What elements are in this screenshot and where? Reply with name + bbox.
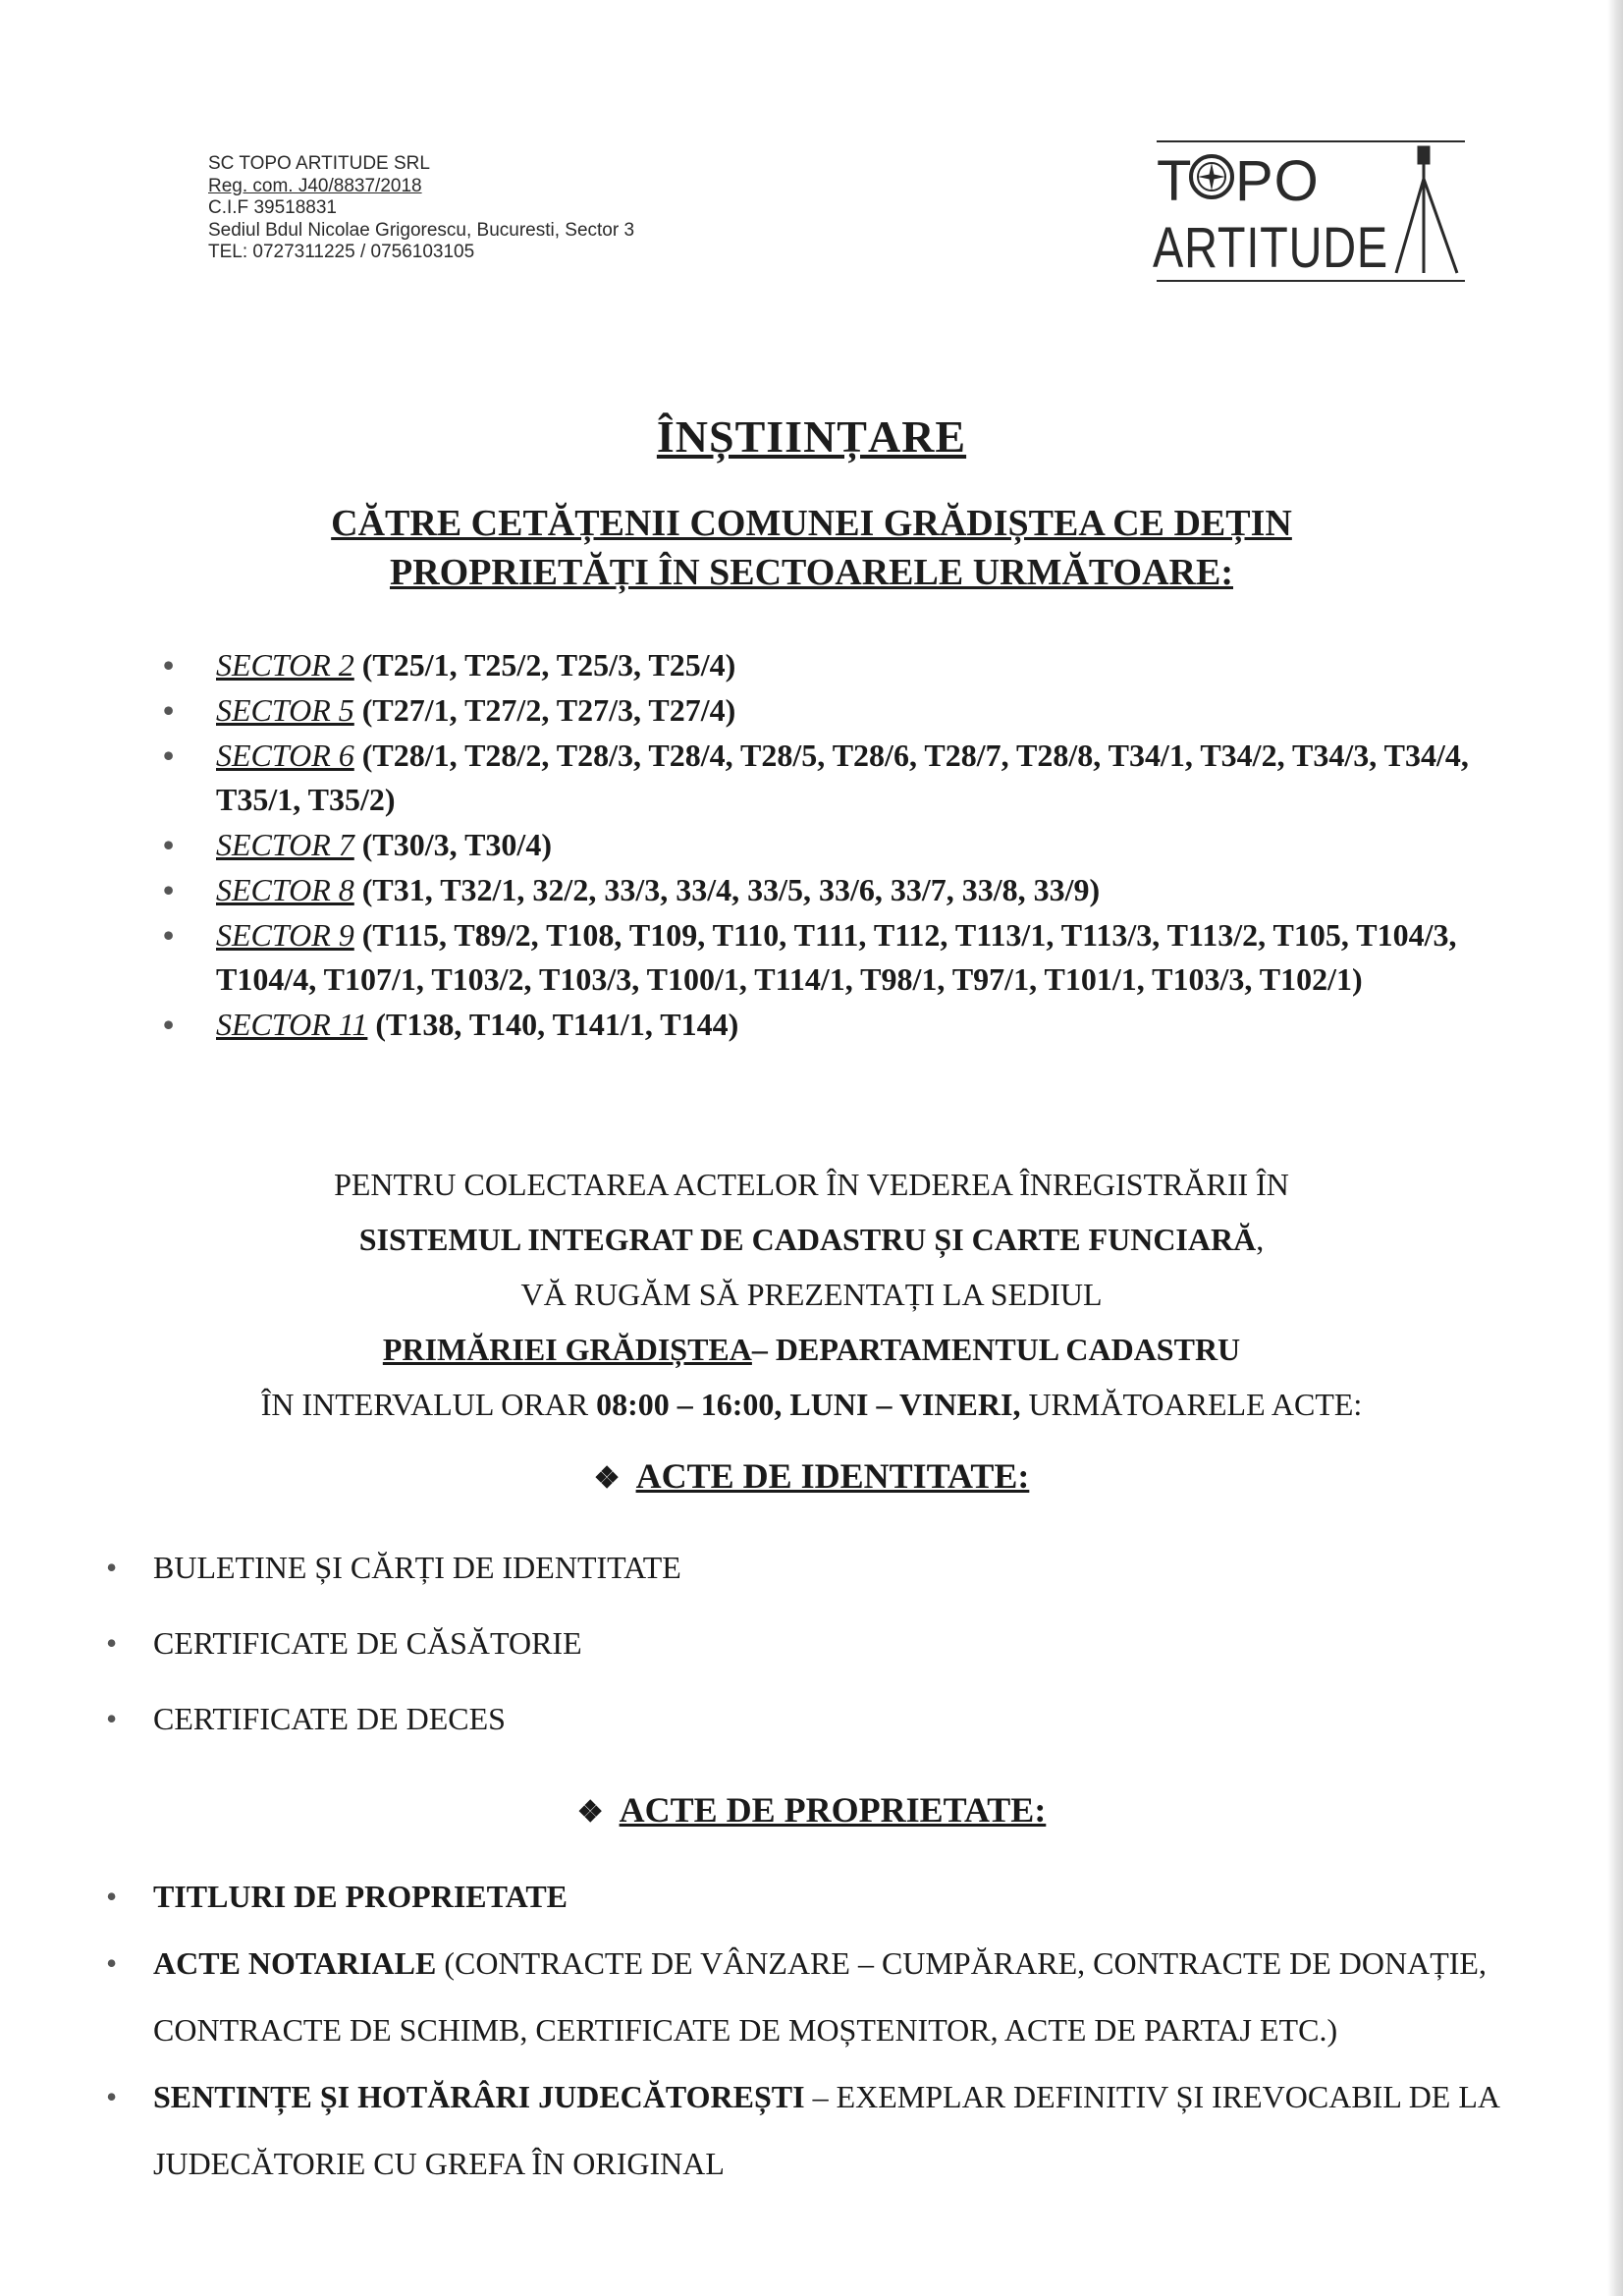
notice-line-5 [0,1377,1623,1432]
sector-parcels: (T115, T89/2, T108, T109, T110, T111, T112, T113/1, T113/3, T113/2, T105, T104/3, T104/4, T107/1, T103/2, T103/3, T100/1, T114/1, T98/1, T97/1, T101/1, T103/3, T102/1) [216,917,1457,997]
sector-parcels: (T30/3, T30/4) [361,827,552,862]
list-item-bold: SENTINȚE ȘI HOTĂRÂRI JUDECĂTOREȘTI [153,2079,805,2114]
notice-line-1: PENTRU COLECTAREA ACTELOR ÎN VEDEREA ÎNREGISTRĂRII ÎN [334,1167,1289,1202]
property-list [106,1863,1500,2197]
list-item: • BULETINE ȘI CĂRȚI DE IDENTITATE [106,1530,1500,1606]
sector-item [163,734,1518,822]
notice-line-2-end: , [1256,1222,1265,1257]
notice-institution: PRIMĂRIEI GRĂDIȘTEA [382,1332,752,1367]
identity-heading-text: ACTE DE IDENTITATE: [635,1456,1030,1496]
sector-name: SECTOR 8 [216,872,354,907]
company-address: Sediul Bdul Nicolae Grigorescu, Bucuresti, Sector 3 [208,219,635,241]
diamond-bullet-icon: ❖ [593,1462,621,1495]
notice-interval-label: ÎN INTERVALUL ORAR [260,1387,597,1422]
page-subtitle [0,499,1623,597]
property-heading [0,1789,1623,1831]
tripod-icon [1396,147,1457,273]
company-phone: TEL: 0727311225 / 0756103105 [208,242,475,262]
scan-edge-shadow [1607,0,1623,2296]
notice-line-4 [0,1322,1623,1377]
list-item [106,1863,1500,1930]
company-name: SC TOPO ARTITUDE SRL [208,153,430,174]
sector-name: SECTOR 11 [216,1007,368,1042]
compass-icon [1191,156,1232,197]
page-title: ÎNȘTIINȚARE [656,411,967,462]
sector-name: SECTOR 7 [216,827,354,862]
sector-item [163,643,1518,687]
list-item [106,1930,1500,2063]
sector-item [163,913,1518,1002]
sector-item [163,688,1518,733]
sector-parcels: (T25/1, T25/2, T25/3, T25/4) [361,647,736,683]
notice-paragraph [0,1157,1623,1432]
sector-item [163,1003,1518,1047]
notice-department: – DEPARTAMENTUL CADASTRU [751,1332,1241,1367]
identity-list [106,1530,1500,1757]
diamond-bullet-icon: ❖ [576,1796,604,1829]
notice-line-5-end: URMĂTOARELE ACTE: [1020,1387,1363,1422]
sector-name: SECTOR 6 [216,738,354,773]
sector-parcels: (T31, T32/1, 32/2, 33/3, 33/4, 33/5, 33/6, 33/7, 33/8, 33/9) [361,872,1101,907]
identity-heading [0,1455,1623,1497]
list-item [106,2063,1500,2197]
company-cif: C.I.F 39518831 [208,197,337,218]
list-item-bold: TITLURI DE PROPRIETATE [153,1879,568,1914]
logo-word-1-rest: PO [1235,149,1320,213]
logo-word-1: T [1157,149,1193,213]
subtitle-line-1: CĂTRE CETĂȚENII COMUNEI GRĂDIȘTEA CE DEȚIN [331,503,1292,544]
property-heading-text: ACTE DE PROPRIETATE: [619,1790,1047,1830]
sector-parcels: (T27/1, T27/2, T27/3, T27/4) [361,692,736,728]
company-reg: Reg. com. J40/8837/2018 [208,175,422,196]
list-item: • CERTIFICATE DE DECES [106,1681,1500,1757]
list-item-rest: – EXEMPLAR DEFINITIV ȘI IREVOCABIL DE LA JUDECĂTORIE CU GREFA ÎN ORIGINAL [153,2079,1499,2181]
sector-name: SECTOR 9 [216,917,354,953]
sector-name: SECTOR 2 [216,647,354,683]
notice-line-3: VĂ RUGĂM SĂ PREZENTAȚI LA SEDIUL [520,1277,1103,1312]
sector-item [163,823,1518,867]
sector-parcels: (T138, T140, T141/1, T144) [375,1007,739,1042]
company-logo [1149,137,1473,285]
subtitle-line-2: PROPRIETĂȚI ÎN SECTOARELE URMĂTOARE: [389,552,1233,593]
sector-parcels: (T28/1, T28/2, T28/3, T28/4, T28/5, T28/6, T28/7, T28/8, T34/1, T34/2, T34/3, T34/4, T35/1, T35/2) [216,738,1469,817]
sector-name: SECTOR 5 [216,692,354,728]
notice-line-2-bold: SISTEMUL INTEGRAT DE CADASTRU ȘI CARTE FUNCIARĂ [358,1222,1257,1257]
company-header [208,153,634,264]
notice-schedule: 08:00 – 16:00, LUNI – VINERI, [596,1387,1021,1422]
list-item: • CERTIFICATE DE CĂSĂTORIE [106,1606,1500,1681]
notice-line-2 [0,1212,1623,1267]
logo-word-2: ARTITUDE [1153,216,1388,280]
list-item-rest: (CONTRACTE DE VÂNZARE – CUMPĂRARE, CONTRACTE DE DONAȚIE, CONTRACTE DE SCHIMB, CERTIFICATE DE MOȘTENITOR, ACTE DE PARTAJ ETC.) [153,1945,1487,2048]
list-item-bold: ACTE NOTARIALE [153,1945,437,1981]
sector-list [163,643,1518,1048]
sector-item [163,868,1518,912]
